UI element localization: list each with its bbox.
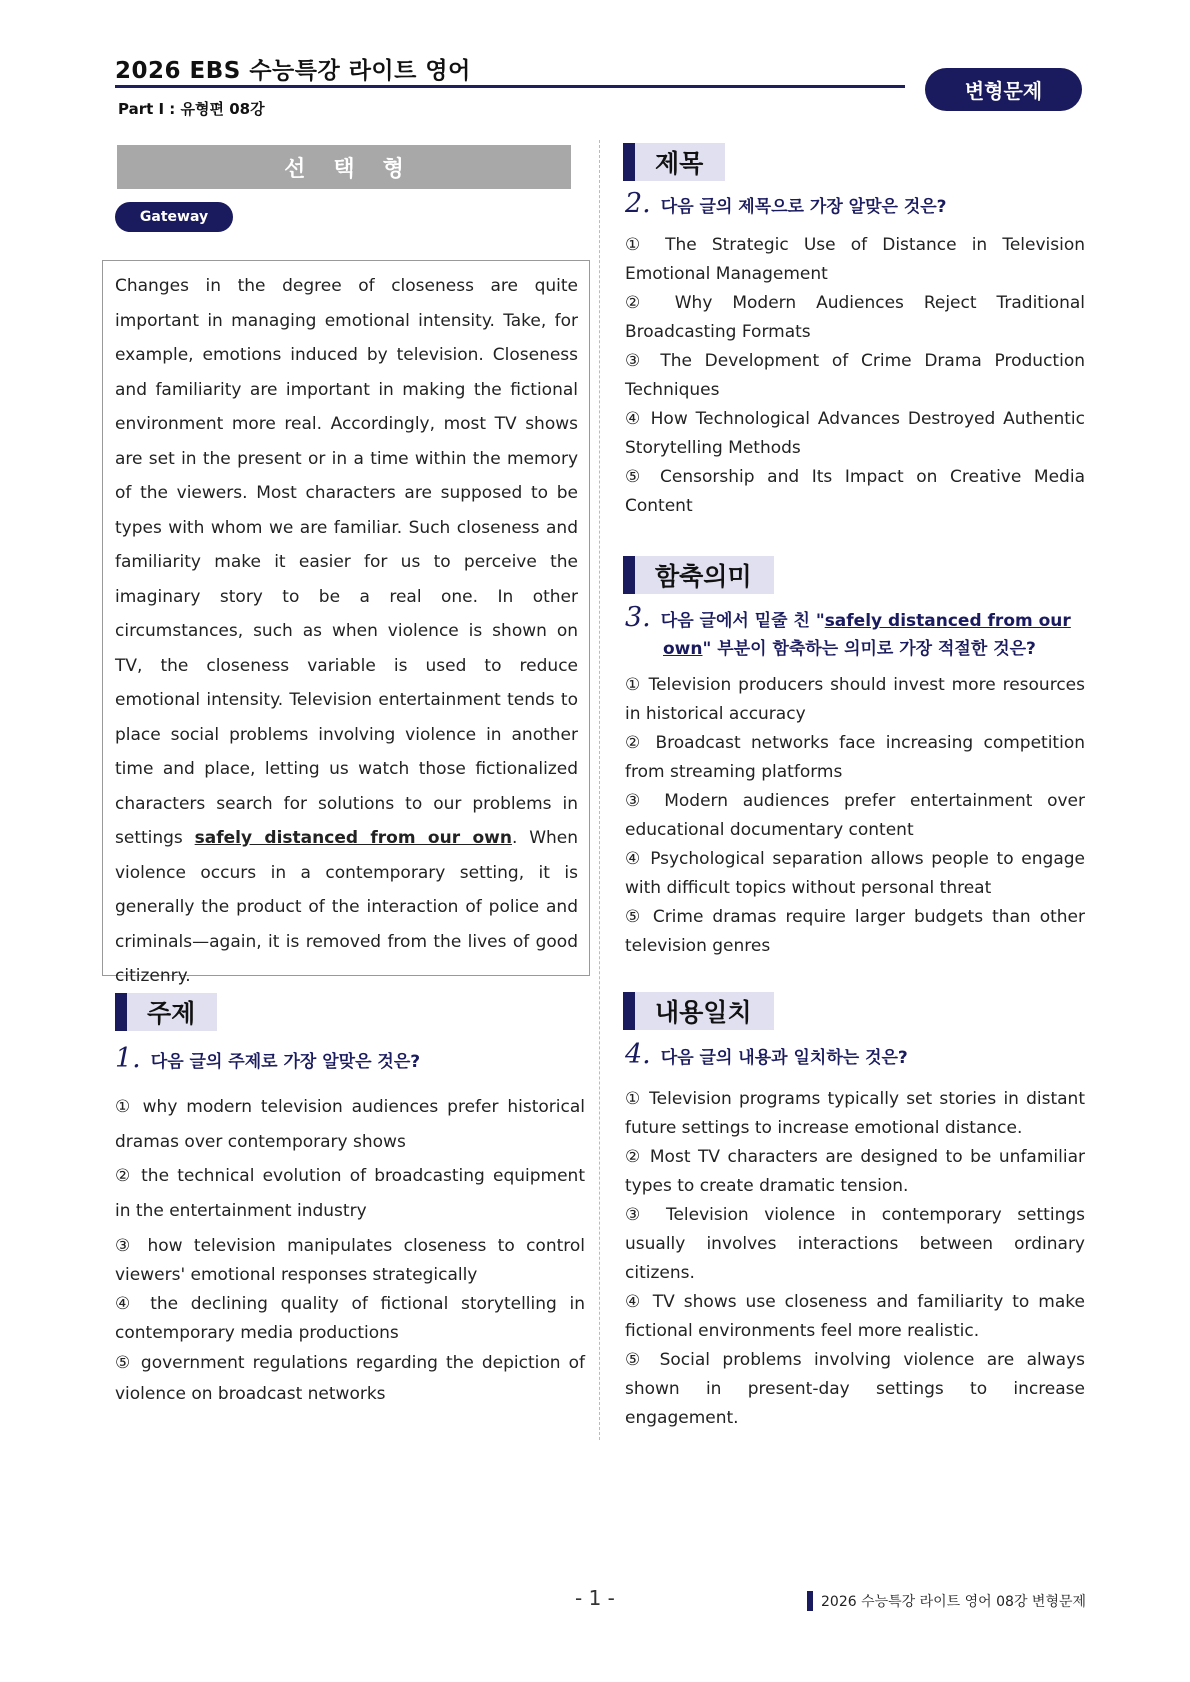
option-3[interactable]: ③ how television manipulates closeness to control viewers' emotional responses strategically bbox=[115, 1236, 585, 1285]
footer-marker bbox=[807, 1591, 813, 1611]
option-2[interactable]: ② Why Modern Audiences Reject Traditional Broadcasting Formats bbox=[625, 293, 1085, 342]
passage-text bbox=[115, 269, 578, 994]
header-title: 2026 EBS 수능특강 라이트 영어 bbox=[115, 58, 471, 84]
section-content-match bbox=[623, 992, 774, 1030]
header-part: Part Ⅰ : 유형편 08강 bbox=[118, 100, 265, 118]
question-text-underlined: safely distanced from our own bbox=[663, 611, 1071, 659]
footer-label: 2026 수능특강 라이트 영어 08강 변형문제 bbox=[821, 1594, 1087, 1610]
option-4[interactable]: ④ TV shows use closeness and familiarity to make fictional environments feel more realistic. bbox=[625, 1292, 1085, 1341]
option-1[interactable]: ① Television producers should invest more resources in historical accuracy bbox=[625, 675, 1085, 724]
select-type-bar: 선택형 bbox=[117, 145, 571, 189]
option-5[interactable]: ⑤ Crime dramas require larger budgets than other television genres bbox=[625, 907, 1085, 956]
option-4[interactable]: ④ Psychological separation allows people to engage with difficult topics without personal threat bbox=[625, 849, 1085, 898]
page-number: - 1 - bbox=[575, 1586, 615, 1610]
section-implication bbox=[623, 556, 774, 594]
question-text: 다음 글의 주제로 가장 알맞은 것은? bbox=[150, 1052, 421, 1072]
question-2-title bbox=[625, 190, 1085, 221]
section-label: 함축의미 bbox=[635, 556, 774, 594]
option-2[interactable]: ② Most TV characters are designed to be unfamiliar types to create dramatic tension. bbox=[625, 1147, 1085, 1196]
passage-underlined: safely distanced from our own bbox=[194, 828, 512, 848]
passage-box bbox=[102, 260, 590, 986]
question-3-options bbox=[625, 671, 1085, 961]
option-2[interactable]: ② the technical evolution of broadcasting equipment in the entertainment industry bbox=[115, 1166, 585, 1221]
option-5[interactable]: ⑤ Censorship and Its Impact on Creative Media Content bbox=[625, 467, 1085, 516]
option-5[interactable]: ⑤ government regulations regarding the depiction of violence on broadcast networks bbox=[115, 1353, 585, 1404]
question-1-options bbox=[115, 1090, 585, 1410]
column-divider bbox=[599, 140, 600, 1440]
section-marker bbox=[623, 992, 635, 1030]
option-2[interactable]: ② Broadcast networks face increasing competition from streaming platforms bbox=[625, 733, 1085, 782]
variant-badge: 변형문제 bbox=[925, 68, 1082, 111]
question-2-options bbox=[625, 231, 1085, 521]
option-3[interactable]: ③ The Development of Crime Drama Production Techniques bbox=[625, 351, 1085, 400]
footer bbox=[807, 1591, 1086, 1611]
passage-before: Changes in the degree of closeness are quite important in managing emotional intensity. Take, for example, emotions induced by television. Closeness and familiarity are important in making the fictional environment more real. Accordingly, most TV shows are set in the present or in a time within the memory of the viewers. Most characters are supposed to be types with whom we are familiar. Such closeness and familiarity make it easier for us to perceive the imaginary story to be a real one. In other circumstances, such as when violence is shown on TV, the closeness variable is used to reduce emotional intensity. Television entertainment tends to place social problems involving violence in another time and place, letting us watch those fictionalized characters search for solutions to our problems in settings bbox=[115, 276, 578, 848]
section-marker bbox=[623, 143, 635, 181]
option-1[interactable]: ① why modern television audiences prefer historical dramas over contemporary shows bbox=[115, 1097, 585, 1152]
option-1[interactable]: ① The Strategic Use of Distance in Television Emotional Management bbox=[625, 235, 1085, 284]
question-number: 2. bbox=[625, 188, 651, 219]
question-number: 1. bbox=[115, 1043, 141, 1074]
question-number: 4. bbox=[625, 1039, 651, 1070]
section-marker bbox=[623, 556, 635, 594]
question-text-before: 다음 글에서 밑줄 친 " bbox=[660, 611, 825, 631]
option-4[interactable]: ④ the declining quality of fictional storytelling in contemporary media productions bbox=[115, 1294, 585, 1343]
section-label: 내용일치 bbox=[635, 992, 774, 1030]
question-number: 3. bbox=[625, 602, 651, 633]
section-topic bbox=[115, 993, 217, 1031]
section-title bbox=[623, 143, 725, 181]
option-3[interactable]: ③ Television violence in contemporary settings usually involves interactions between ordinary citizens. bbox=[625, 1205, 1085, 1283]
option-4[interactable]: ④ How Technological Advances Destroyed Authentic Storytelling Methods bbox=[625, 409, 1085, 458]
option-1[interactable]: ① Television programs typically set stories in distant future settings to increase emotional distance. bbox=[625, 1089, 1085, 1138]
question-3-title bbox=[625, 604, 1092, 663]
question-text-after: " 부분이 함축하는 의미로 가장 적절한 것은? bbox=[702, 639, 1036, 659]
question-4-options bbox=[625, 1085, 1085, 1433]
option-5[interactable]: ⑤ Social problems involving violence are always shown in present-day settings to increase engagement. bbox=[625, 1350, 1085, 1428]
section-marker bbox=[115, 993, 127, 1031]
passage-after: . When violence occurs in a contemporary setting, it is generally the product of the interaction of police and criminals—again, it is removed from the lives of good citizenry. bbox=[115, 828, 579, 986]
question-text: 다음 글의 제목으로 가장 알맞은 것은? bbox=[660, 197, 947, 217]
gateway-pill: Gateway bbox=[115, 202, 233, 232]
question-1-title bbox=[115, 1045, 585, 1076]
question-text: 다음 글의 내용과 일치하는 것은? bbox=[660, 1048, 908, 1068]
section-label: 주제 bbox=[127, 993, 217, 1031]
section-label: 제목 bbox=[635, 143, 725, 181]
question-4-title bbox=[625, 1041, 1085, 1072]
header-rule bbox=[115, 85, 905, 88]
option-3[interactable]: ③ Modern audiences prefer entertainment over educational documentary content bbox=[625, 791, 1085, 840]
